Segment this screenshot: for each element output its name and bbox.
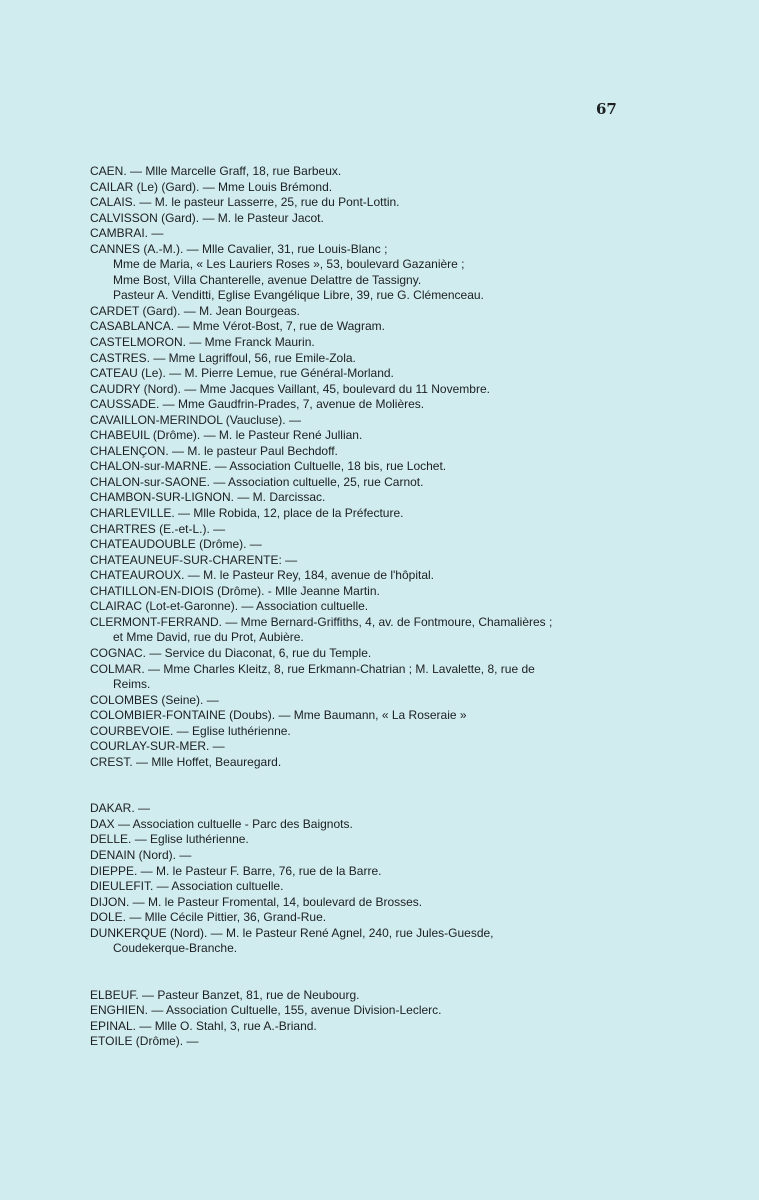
directory-entry (90, 304, 630, 320)
directory-entry (90, 366, 630, 382)
entry-line: CAILAR (Le) (Gard). — Mme Louis Brémond. (90, 179, 333, 194)
directory-entry (90, 662, 630, 693)
entry-line: CATEAU (Le). — M. Pierre Lemue, rue Général-Morland. (90, 366, 394, 381)
directory-entry (90, 895, 630, 911)
directory-entry (90, 584, 630, 600)
directory-entry (90, 879, 630, 895)
directory-entry (90, 180, 630, 196)
entry-line: CAEN. — Mlle Marcelle Graff, 18, rue Barbeux. (90, 164, 342, 178)
entry-line: CREST. — Mlle Hoffet, Beauregard. (90, 754, 282, 769)
entry-line: CARDET (Gard). — M. Jean Bourgeas. (90, 303, 300, 318)
entry-line: CASTRES. — Mme Lagriffoul, 56, rue Emile-Zola. (90, 350, 356, 365)
entry-line: CHATEAUDOUBLE (Drôme). — (90, 537, 262, 552)
entry-line: COLOMBIER-FONTAINE (Doubs). — Mme Baumann, « La Roseraie » (90, 708, 467, 723)
entry-line: CAUDRY (Nord). — Mme Jacques Vaillant, 45, boulevard du 11 Novembre. (90, 381, 490, 396)
entry-line: CANNES (A.-M.). — Mlle Cavalier, 31, rue Louis-Blanc ; (90, 241, 388, 256)
directory-entry (90, 351, 630, 367)
directory-entry (90, 848, 630, 864)
directory-entry (90, 646, 630, 662)
entry-line: CLERMONT-FERRAND. — Mme Bernard-Griffiths, 4, av. de Fontmoure, Chamalières ; (90, 614, 553, 629)
directory-entry (90, 988, 630, 1004)
entry-continuation-line: et Mme David, rue du Prot, Aubière. (113, 630, 304, 645)
entry-continuation-line: Pasteur A. Venditti, Eglise Evangélique Libre, 39, rue G. Clémenceau. (113, 288, 484, 303)
directory-entries (90, 164, 630, 1050)
entry-line: CAMBRAI. — (90, 226, 164, 241)
directory-entry (90, 444, 630, 460)
entry-line: CHARTRES (E.-et-L.). — (90, 521, 226, 536)
entry-line: COGNAC. — Service du Diaconat, 6, rue du Temple. (90, 645, 372, 660)
directory-entry (90, 195, 630, 211)
directory-entry (90, 755, 630, 771)
entry-continuation-line: Reims. (113, 677, 151, 692)
entry-line: DIEULEFIT. — Association cultuelle. (90, 879, 284, 894)
directory-entry (90, 1003, 630, 1019)
entry-line: CHATEAUROUX. — M. le Pasteur Rey, 184, avenue de l'hôpital. (90, 568, 434, 583)
directory-entry (90, 864, 630, 880)
entry-line: DIJON. — M. le Pasteur Fromental, 14, boulevard de Brosses. (90, 894, 423, 909)
page-number: 67 (596, 100, 617, 118)
entry-line: CHARLEVILLE. — Mlle Robida, 12, place de la Préfecture. (90, 506, 404, 521)
entry-line: ENGHIEN. — Association Cultuelle, 155, avenue Division-Leclerc. (90, 1003, 442, 1018)
entry-continuation-line: Mme Bost, Villa Chanterelle, avenue Delattre de Tassigny. (113, 272, 422, 287)
directory-entry (90, 459, 630, 475)
entry-line: CHALENÇON. — M. le pasteur Paul Bechdoff. (90, 443, 338, 458)
entry-line: DOLE. — Mlle Cécile Pittier, 36, Grand-Rue. (90, 910, 327, 925)
directory-entry (90, 615, 630, 646)
entry-line: ETOILE (Drôme). — (90, 1034, 199, 1049)
entry-line: CAVAILLON-MERINDOL (Vaucluse). — (90, 412, 301, 427)
entry-line: DUNKERQUE (Nord). — M. le Pasteur René Agnel, 240, rue Jules-Guesde, (90, 925, 494, 940)
directory-entry (90, 490, 630, 506)
directory-entry (90, 506, 630, 522)
entry-line: DENAIN (Nord). — (90, 847, 192, 862)
entry-line: CAUSSADE. — Mme Gaudfrin-Prades, 7, avenue de Molières. (90, 397, 425, 412)
entry-line: CHALON-sur-SAONE. — Association cultuelle, 25, rue Carnot. (90, 474, 424, 489)
directory-entry (90, 382, 630, 398)
directory-entry (90, 413, 630, 429)
entry-line: CHATILLON-EN-DIOIS (Drôme). - Mlle Jeanne Martin. (90, 583, 380, 598)
entry-line: ELBEUF. — Pasteur Banzet, 81, rue de Neubourg. (90, 987, 360, 1002)
directory-entry (90, 553, 630, 569)
directory-entry (90, 522, 630, 538)
section-gap (90, 770, 630, 801)
entry-line: CASABLANCA. — Mme Vérot-Bost, 7, rue de Wagram. (90, 319, 385, 334)
directory-entry (90, 832, 630, 848)
entry-line: CALVISSON (Gard). — M. le Pasteur Jacot. (90, 210, 324, 225)
directory-entry (90, 211, 630, 227)
entry-line: CALAIS. — M. le pasteur Lasserre, 25, rue du Pont-Lottin. (90, 195, 400, 210)
directory-entry (90, 397, 630, 413)
directory-entry (90, 428, 630, 444)
entry-continuation-line: Mme de Maria, « Les Lauriers Roses », 53, boulevard Gazanière ; (113, 257, 465, 272)
directory-entry (90, 226, 630, 242)
entry-line: COURBEVOIE. — Eglise luthérienne. (90, 723, 291, 738)
entry-line: EPINAL. — Mlle O. Stahl, 3, rue A.-Briand. (90, 1018, 317, 1033)
entry-line: CHABEUIL (Drôme). — M. le Pasteur René Jullian. (90, 428, 363, 443)
entry-line: DAKAR. — (90, 801, 151, 816)
entry-continuation-line: Coudekerque-Branche. (113, 941, 238, 956)
directory-entry (90, 801, 630, 817)
entry-line: DAX — Association cultuelle - Parc des Baignots. (90, 816, 353, 831)
directory-entry (90, 693, 630, 709)
directory-entry (90, 724, 630, 740)
entry-line: COLMAR. — Mme Charles Kleitz, 8, rue Erkmann-Chatrian ; M. Lavalette, 8, rue de (90, 661, 535, 676)
entry-line: CLAIRAC (Lot-et-Garonne). — Association cultuelle. (90, 599, 369, 614)
directory-entry (90, 335, 630, 351)
entry-line: COLOMBES (Seine). — (90, 692, 219, 707)
directory-entry (90, 599, 630, 615)
entry-line: CASTELMORON. — Mme Franck Maurin. (90, 335, 315, 350)
directory-entry (90, 568, 630, 584)
section-gap (90, 957, 630, 988)
directory-entry (90, 537, 630, 553)
entry-line: CHATEAUNEUF-SUR-CHARENTE: — (90, 552, 298, 567)
directory-entry (90, 242, 630, 304)
directory-entry (90, 739, 630, 755)
entry-line: CHALON-sur-MARNE. — Association Cultuelle, 18 bis, rue Lochet. (90, 459, 447, 474)
directory-entry (90, 910, 630, 926)
entry-line: COURLAY-SUR-MER. — (90, 739, 225, 754)
directory-entry (90, 708, 630, 724)
directory-entry (90, 319, 630, 335)
directory-entry (90, 164, 630, 180)
directory-entry (90, 817, 630, 833)
entry-line: DIEPPE. — M. le Pasteur F. Barre, 76, rue de la Barre. (90, 863, 382, 878)
entry-line: CHAMBON-SUR-LIGNON. — M. Darcissac. (90, 490, 326, 505)
directory-entry (90, 926, 630, 957)
directory-entry (90, 475, 630, 491)
entry-line: DELLE. — Eglise luthérienne. (90, 832, 249, 847)
directory-entry (90, 1034, 630, 1050)
directory-entry (90, 1019, 630, 1035)
